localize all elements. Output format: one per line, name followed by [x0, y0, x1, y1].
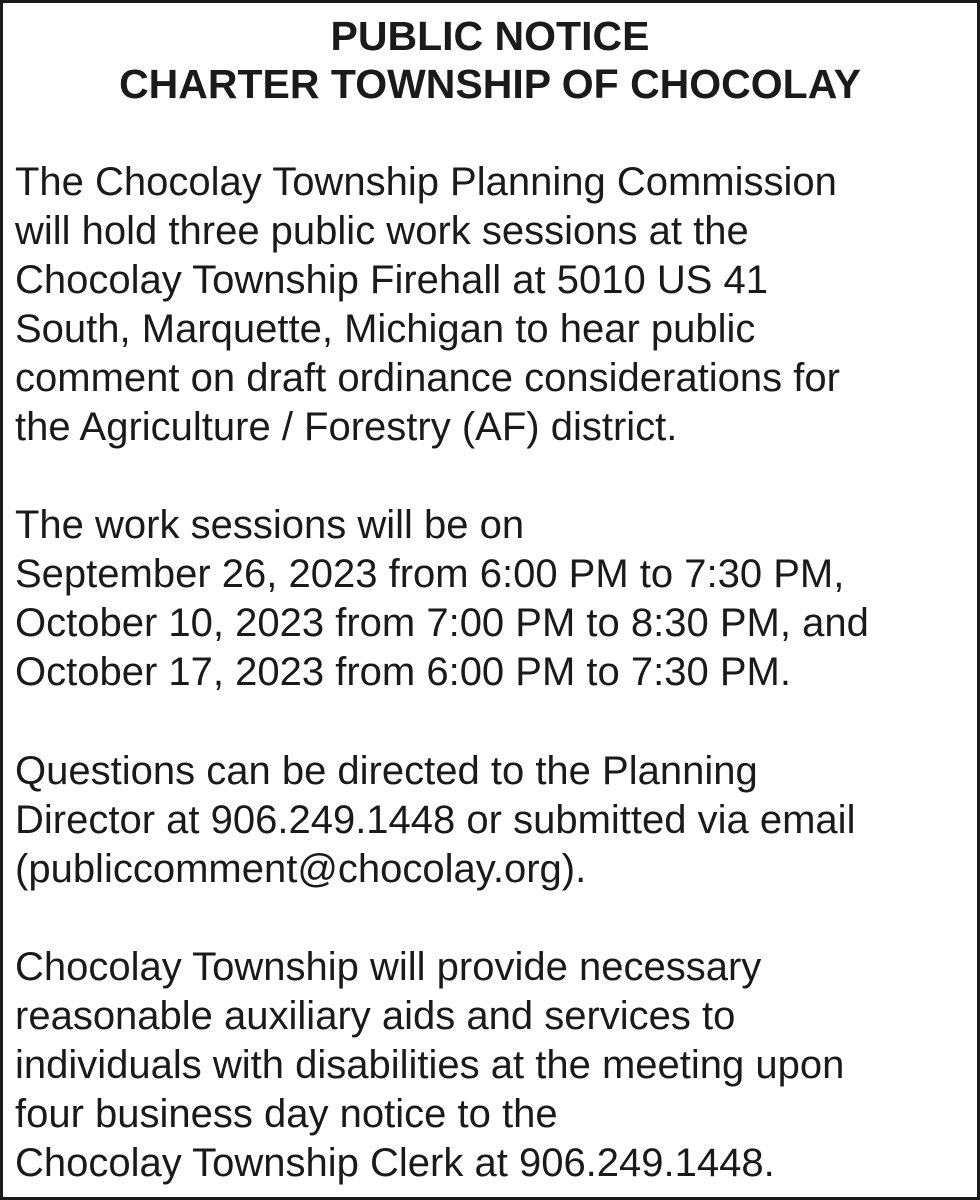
paragraph-line: four business day notice to the	[15, 1092, 558, 1136]
notice-title: PUBLIC NOTICE	[330, 13, 650, 59]
session-date-line: October 10, 2023 from 7:00 PM to 8:30 PM, and	[15, 601, 869, 645]
email-line: (publiccomment@chocolay.org).	[15, 847, 587, 891]
paragraph-line: individuals with disabilities at the meeting upon	[15, 1043, 845, 1087]
session-date-line: October 17, 2023 from 6:00 PM to 7:30 PM.	[15, 650, 791, 694]
paragraph-line: Chocolay Township will provide necessary	[15, 945, 762, 989]
paragraph-line: South, Marquette, Michigan to hear public	[15, 307, 756, 351]
session-date-line: September 26, 2023 from 6:00 PM to 7:30 PM,	[15, 552, 845, 596]
paragraph-line: Director at 906.249.1448 or submitted via email	[15, 798, 856, 842]
paragraph-line: The Chocolay Township Planning Commission	[15, 160, 837, 204]
paragraph-line: the Agriculture / Forestry (AF) district.	[15, 405, 678, 449]
paragraph-line: will hold three public work sessions at the	[15, 209, 749, 253]
paragraph-line: The work sessions will be on	[15, 503, 525, 547]
paragraph-line: comment on draft ordinance considerations for	[15, 356, 840, 400]
paragraph-line: Questions can be directed to the Planning	[15, 749, 758, 793]
paragraph-line: Chocolay Township Clerk at 906.249.1448.	[15, 1141, 775, 1185]
paragraph-line: reasonable auxiliary aids and services to	[15, 994, 736, 1038]
notice-subtitle: CHARTER TOWNSHIP OF CHOCOLAY	[119, 61, 861, 107]
paragraph-line: Chocolay Township Firehall at 5010 US 41	[15, 258, 769, 302]
